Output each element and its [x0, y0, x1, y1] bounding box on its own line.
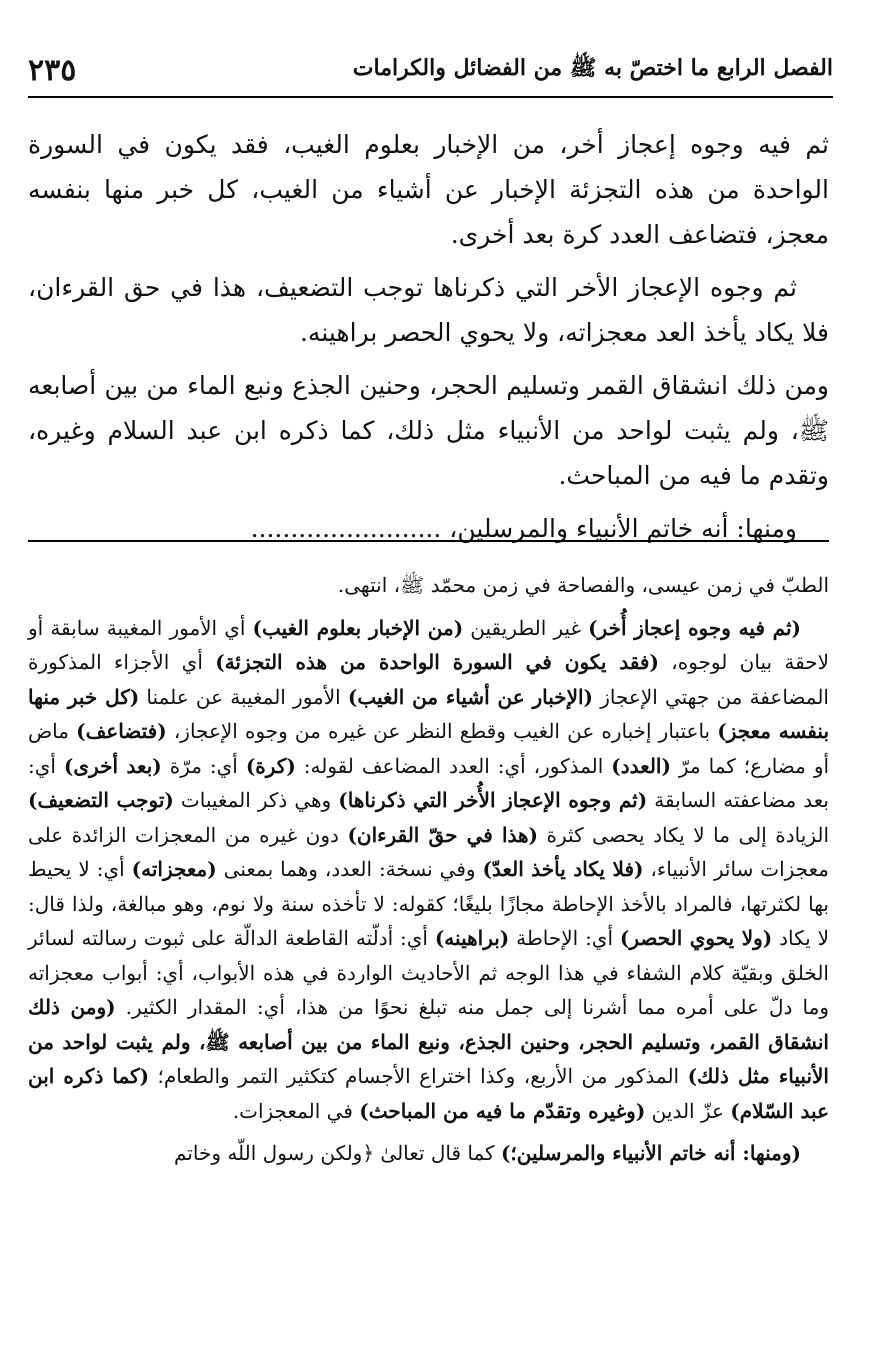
running-head: الفصل الرابع ما اختصّ به ﷺ من الفضائل والكرامات	[352, 55, 833, 81]
commentary-matn-quote: (ثم وجوه الإعجاز الأُخر التي ذكرناها)	[338, 788, 648, 812]
commentary-sharh-text: أي: لا يحيط بها لكثرتها، فالمراد بالأخذ الإحاطة مجازًا بليغًا؛ كقوله: لا تأخذه سنة ولا نوم، وهو مبالغة، ولذا قال: لا يكاد	[28, 857, 829, 950]
commentary-matn-quote: (ومنها: أنه خاتم الأنبياء والمرسلين؛)	[500, 1141, 801, 1165]
main-text	[28, 122, 829, 559]
commentary-sharh-text: كما قال تعالىٰ ﴿ولكن رسول اللّه وخاتم	[173, 1141, 501, 1165]
commentary-matn-quote: (ومن ذلك انشقاق القمر، وتسليم الحجر، وحنين الجذع، ونبع الماء من بين أصابعه ﷺ، ولم يثبت لواحد من الأنبياء مثل ذلك)	[28, 995, 829, 1088]
commentary-sharh-text: دون غيره من المعجزات الزائدة على معجزات سائر الأنبياء،	[28, 822, 829, 881]
commentary-sharh-text: وهي ذكر المغيبات	[173, 788, 339, 812]
commentary-matn-quote: (براهينه)	[434, 926, 510, 950]
commentary-sharh-text: أي الأمور المغيبة سابقة أو لاحقة بيان لوجوه،	[28, 615, 830, 674]
main-last-line	[28, 506, 829, 551]
main-last-line-text: ومنها: أنه خاتم الأنبياء والمرسلين،	[449, 514, 797, 543]
main-paragraph: ثم فيه وجوه إعجاز أخر، من الإخبار بعلوم الغيب، فقد يكون في السورة الواحدة من هذه التجزئة الإخبار عن أشياء من الغيب، كل خبر منها بنفسه معجز، فتضاعف العدد كرة بعد أخرى.	[28, 130, 829, 249]
commentary-matn-quote: (توجب التضعيف)	[28, 788, 174, 812]
commentary-sharh-text: باعتبار إخباره عن الغيب وقطع النظر عن غيره من وجوه الإعجاز،	[166, 719, 718, 743]
commentary-matn-quote: (وغيره وتقدّم ما فيه من المباحث)	[359, 1098, 646, 1123]
commentary-sharh-text: في المعجزات.	[232, 1098, 360, 1123]
main-paragraph: ومن ذلك انشقاق القمر وتسليم الحجر، وحنين الجذع ونبع الماء من بين أصابعه ﷺ، ولم يثبت لواحد من الأنبياء مثل ذلك، كما ذكره ابن عبد السلام وغيره، وتقدم ما فيه من المباحث.	[28, 371, 829, 490]
commentary-matn-quote: (كما ذكره ابن عبد السّلام)	[28, 1064, 829, 1123]
commentary-paragraph	[28, 1136, 829, 1171]
commentary-paragraph: الطبّ في زمن عيسى، والفصاحة في زمن محمّد ﷺ، انتهى.	[337, 573, 829, 597]
page-number: ٢٣٥	[28, 52, 77, 88]
commentary-sharh-text: غير الطريقين	[463, 615, 589, 640]
commentary-paragraph	[28, 611, 829, 1129]
commentary-matn-quote: (ولا يحوي الحصر)	[619, 926, 773, 950]
commentary-sharh-text: الزيادة إلى ما لا يكاد يحصى كثرة	[538, 822, 830, 847]
commentary-sharh-text: الأمور المغيبة عن علمنا	[139, 684, 348, 709]
commentary-matn-quote: (من الإخبار بعلوم الغيب)	[252, 615, 464, 640]
commentary-sharh-text: ماض أو مضارع؛ كما مرّ	[28, 719, 830, 778]
commentary-matn-quote: (فتضاعف)	[76, 719, 167, 743]
commentary-sharh-text: المذكور، أي: العدد المضاعف لقوله:	[295, 753, 612, 778]
commentary-matn-quote: (هذا في حقّ القرءان)	[347, 822, 539, 847]
commentary-matn-quote: (كل خبر منها بنفسه معجز)	[28, 684, 830, 743]
page-header	[28, 50, 833, 90]
commentary-rule	[28, 540, 829, 542]
commentary-matn-quote: (معجزاته)	[131, 857, 217, 881]
commentary-sharh-text: أي: مرّة	[161, 753, 246, 778]
commentary-matn-quote: (فلا يكاد يأخذ العدّ)	[482, 857, 644, 881]
commentary-matn-quote: (ثم فيه وجوه إعجاز أُخر)	[588, 615, 801, 640]
commentary-matn-quote: (الإخبار عن أشياء من الغيب)	[347, 684, 594, 709]
commentary-sharh-text: المذكور من الأربع، وكذا اختراع الأجسام كتكثير التمر والطعام؛	[149, 1064, 688, 1088]
commentary-sharh-text: أي الأجزاء المذكورة المضاعفة من جهتي الإعجاز	[28, 650, 829, 709]
commentary-sharh-text: وفي نسخة: العدد، وهما بمعنى	[216, 857, 483, 881]
commentary-matn-quote: (كرة)	[245, 753, 296, 778]
commentary-matn-quote: (فقد يكون في السورة الواحدة من هذه التجزئة)	[215, 650, 659, 674]
main-paragraph: ثم وجوه الإعجاز الأخر التي ذكرناها توجب التضعيف، هذا في حق القرءان، فلا يكاد يأخذ العد معجزاته، ولا يحوي الحصر براهينه.	[28, 273, 829, 347]
continuation-dots: ........................	[250, 514, 442, 543]
commentary	[28, 568, 829, 1179]
commentary-matn-quote: (العدد)	[611, 753, 671, 778]
header-rule	[28, 96, 833, 98]
commentary-sharh-text: أي: أدلّته القاطعة الدالّة على ثبوت رسالته لسائر الخلق وبقيّة كلام الشفاء في هذا الوجه ثم الأحاديث الواردة في هذه الأبواب، أي: أبواب معجزاته وما دلّ على أمره مما أشرنا إلى جمل منه تبلغ نحوًا من هذا، أي: المقدار الكثير.	[28, 926, 829, 1019]
commentary-sharh-text: عزّ الدين	[645, 1098, 731, 1123]
commentary-sharh-text: أي: الإحاطة	[509, 926, 620, 950]
commentary-sharh-text: أي: بعد مضاعفته السابقة	[28, 753, 829, 812]
commentary-matn-quote: (بعد أخرى)	[63, 753, 162, 778]
